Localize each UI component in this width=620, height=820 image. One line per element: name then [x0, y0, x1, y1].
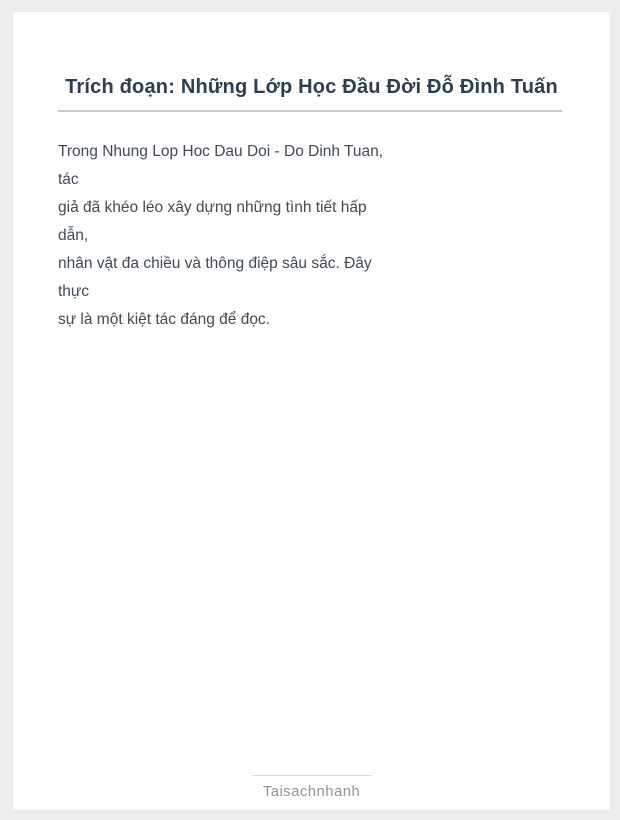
body-line: nhân vật đa chiều và thông điệp sâu sắc. Đây	[58, 255, 372, 272]
body-line: Trong Nhung Lop Hoc Dau Doi - Do Dinh Tuan,	[58, 143, 384, 160]
footer-divider	[252, 775, 372, 776]
document-page	[13, 12, 610, 810]
body-line: giả đã khéo léo xây dựng những tình tiết hấp	[58, 199, 367, 216]
body-line: sự là một kiệt tác đáng để đọc.	[58, 311, 270, 328]
body-line: dẫn,	[58, 227, 89, 244]
title-divider	[58, 110, 562, 112]
page-title: Trích đoạn: Những Lớp Học Đầu Đời Đỗ Đình Tuấn	[65, 76, 558, 98]
page-footer	[13, 775, 610, 802]
excerpt-body	[13, 138, 610, 334]
body-line: tác	[58, 171, 79, 188]
footer-brand: Taisachnhanh	[262, 783, 361, 800]
body-line: thực	[58, 283, 90, 300]
